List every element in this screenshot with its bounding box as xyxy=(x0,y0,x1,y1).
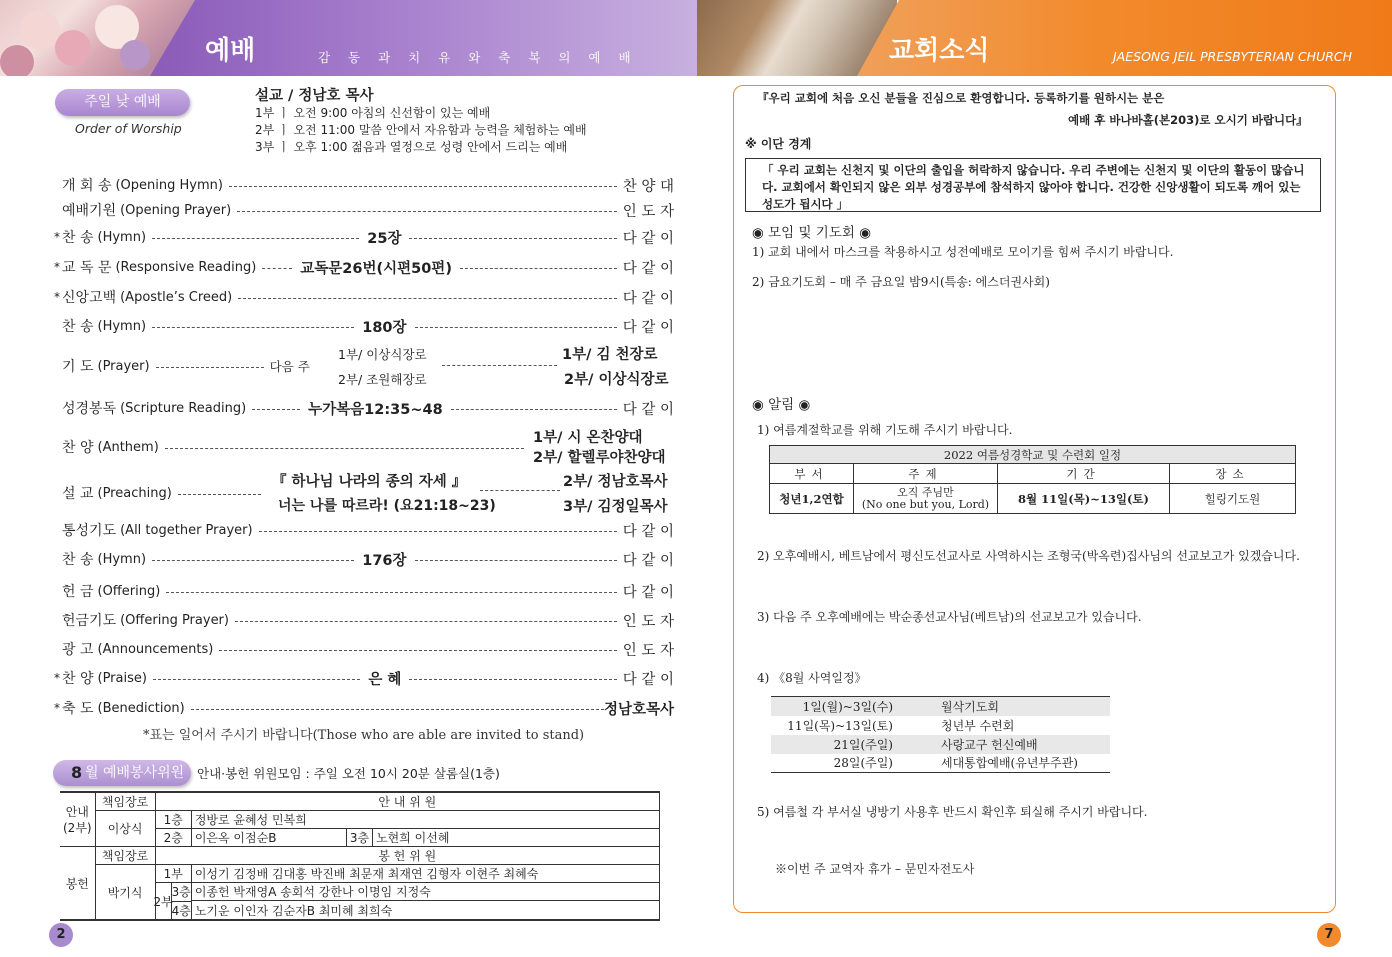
order-row: 헌 금 (Offering) 다 같 이 xyxy=(62,583,674,601)
order-row: * 신앙고백 (Apostle’s Creed) 다 같 이 xyxy=(54,289,674,307)
order-row-preaching: 설 교 (Preaching) xyxy=(62,482,267,504)
notice-item: 1) 여름계절학교를 위해 기도해 주시기 바랍니다. xyxy=(757,423,1013,437)
header-subtitle: 감 동 과 치 유 와 축 복 의 예 배 xyxy=(318,50,638,65)
service-line: 1부 ㅣ 오전 9:00 아침의 신선함이 있는 예배 xyxy=(255,106,491,120)
order-row: 찬 송 (Hymn) 180장 다 같 이 xyxy=(62,318,675,336)
order-row: * 찬 송 (Hymn) 25장 다 같 이 xyxy=(54,229,675,247)
page-number: 7 xyxy=(1317,923,1341,947)
right-page-header xyxy=(697,0,1392,76)
prayer-leader-2: 2부/ 이상식장로 xyxy=(564,372,669,388)
anthem-choir-2: 2부/ 할렐루야찬양대 xyxy=(533,450,666,466)
gathering-item: 1) 교회 내에서 마스크를 착용하시고 성전예배로 모이기를 힘써 주시기 바랍니다. xyxy=(752,245,1174,259)
notice-item: 4) 《8월 사역일정》 xyxy=(757,671,867,685)
order-row: * 찬 양 (Praise) 은 혜 다 같 이 xyxy=(54,670,675,688)
notice-item: 2) 오후예배시, 베트남에서 평신도선교사로 사역하시는 조형국(박옥련)집사님의 선교보고가 있겠습니다. xyxy=(757,549,1300,563)
prayer-next-2: 2부/ 조원해장로 xyxy=(338,372,427,387)
volunteer-pill: 8 월 예배봉사위원 xyxy=(53,760,191,786)
order-row: 예배기원 (Opening Prayer) 인 도 자 xyxy=(62,202,674,220)
service-line: 3부 ㅣ 오후 1:00 젊음과 열정으로 성령 안에서 드리는 예배 xyxy=(255,140,568,154)
volunteer-note: 안내·봉헌 위원모임 : 주일 오전 10시 20분 살롬실(1층) xyxy=(197,766,500,781)
service-line: 2부 ㅣ 오전 11:00 말씀 안에서 자유함과 능력을 체험하는 예배 xyxy=(255,123,587,137)
prayer-next-1: 1부/ 이상식장로 xyxy=(338,347,427,362)
dash-line xyxy=(480,490,560,491)
order-row: * 축 도 (Benediction) 정남호목사 xyxy=(54,700,674,718)
page-number: 2 xyxy=(49,923,73,947)
welcome-line-2: 예배 후 바나바홀(본203)로 오시기 바랍니다』 xyxy=(1068,113,1308,127)
welcome-line-1: 『우리 교회에 처음 오신 분들을 진심으로 환영합니다. 등록하기를 원하시는 분은 xyxy=(757,91,1165,105)
heresy-warning-box: 「 우리 교회는 신천지 및 이단의 출입을 허락하지 않습니다. 우리 주변에는 신천지 및 이단의 활동이 많습니다. 교회에서 확인되지 않은 외부 성경공부에 참석하지 않아야 합니다. 건강한 신앙생활이 되도록 깨어 있는 성도가 됩시다 」 xyxy=(745,158,1321,212)
notice-item: 5) 여름철 각 부서실 냉방기 사용후 반드시 확인후 퇴실해 주시기 바랍니다. xyxy=(757,805,1148,819)
order-row: 통성기도 (All together Prayer) 다 같 이 xyxy=(62,522,674,540)
notice-item: 3) 다음 주 오후예배에는 박순종선교사님(베트남)의 선교보고가 있습니다. xyxy=(757,610,1142,624)
volunteer-table: 안내 (2부) 책임장로 안 내 위 원 이상식 1층 정방로 윤혜성 민복희 2층 이은옥 이점순B 3층 노현희 이선혜 봉헌 책임장로 봉 헌 위 원 박기식 1부 이성기 김정배 김대홍 박진배 최문재 최재연 김형자 이현주 최혜숙 2부 3층 4층 이종헌 박재영A 송회석 강한나 이명임 지정숙 노기운 이인자 김순자B 최미혜 최희숙 xyxy=(60,791,660,921)
sermon-title: 설교 / 정남호 목사 xyxy=(255,88,374,104)
order-row: 성경봉독 (Scripture Reading) 누가복음12:35~48 다 같 이 xyxy=(62,400,674,418)
header-subtitle: JAESONG JEIL PRESBYTERIAN CHURCH xyxy=(1113,49,1353,64)
worship-pill: 주일 낮 예배 xyxy=(55,89,190,116)
heresy-warning-heading: ※ 이단 경계 xyxy=(745,137,812,151)
left-page-header xyxy=(0,0,697,76)
order-row-anthem: 찬 양 (Anthem) xyxy=(62,436,530,458)
worship-pill-subtitle: Order of Worship xyxy=(75,121,182,136)
order-row: * 교 독 문 (Responsive Reading) 교독문26번(시편50편) 다 같 이 xyxy=(54,259,674,277)
dash-line xyxy=(442,365,557,366)
schedule-table: 1일(월)~3일(수) 월삭기도회 11일(목)~13일(토) 청년부 수련회 21일(주일) 사랑교구 헌신예배 28일(주일) 세대통합예배(유년부주관) xyxy=(771,696,1110,773)
preacher-1: 2부/ 정남호목사 xyxy=(563,474,668,490)
order-row: 찬 송 (Hymn) 176장 다 같 이 xyxy=(62,551,675,569)
month-number: 8 xyxy=(71,763,83,782)
order-row: 개 회 송 (Opening Hymn) 찬 양 대 xyxy=(62,177,674,195)
order-row: 헌금기도 (Offering Prayer) 인 도 자 xyxy=(62,612,674,630)
standing-note: *표는 일어서 주시기 바랍니다(Those who are able are invited to stand) xyxy=(143,728,585,743)
sermon-theme: 『 하나님 나라의 종의 자세 』 xyxy=(272,474,467,490)
vacation-note: ※이번 주 교역자 휴가 – 문민자전도사 xyxy=(775,862,975,876)
order-row: 광 고 (Announcements) 인 도 자 xyxy=(62,641,674,659)
notice-heading: ◉ 알림 ◉ xyxy=(752,397,811,413)
anthem-choir-1: 1부/ 시 온찬양대 xyxy=(533,430,643,446)
camp-table: 2022 여름성경학교 및 수련회 일정 부서 주제 기간 장소 청년1,2연합 오직 주님만 (No one but you, Lord) 8월 11일(목)~13일(토) 힐링기도원 xyxy=(769,445,1296,514)
header-title: 교회소식 xyxy=(889,36,990,66)
prayer-leader-1: 1부/ 김 천장로 xyxy=(562,347,658,363)
order-row-prayer: 기 도 (Prayer) 다음 주 xyxy=(62,358,310,375)
sermon-passage: 너는 나를 따르라! (요21:18~23) xyxy=(278,498,496,514)
header-title: 예배 xyxy=(205,36,256,66)
gathering-item: 2) 금요기도회 – 매 주 금요일 밤9시(특송: 에스더권사회) xyxy=(752,275,1050,289)
preacher-2: 3부/ 김정일목사 xyxy=(563,499,668,515)
gathering-heading: ◉ 모임 및 기도회 ◉ xyxy=(752,225,871,241)
